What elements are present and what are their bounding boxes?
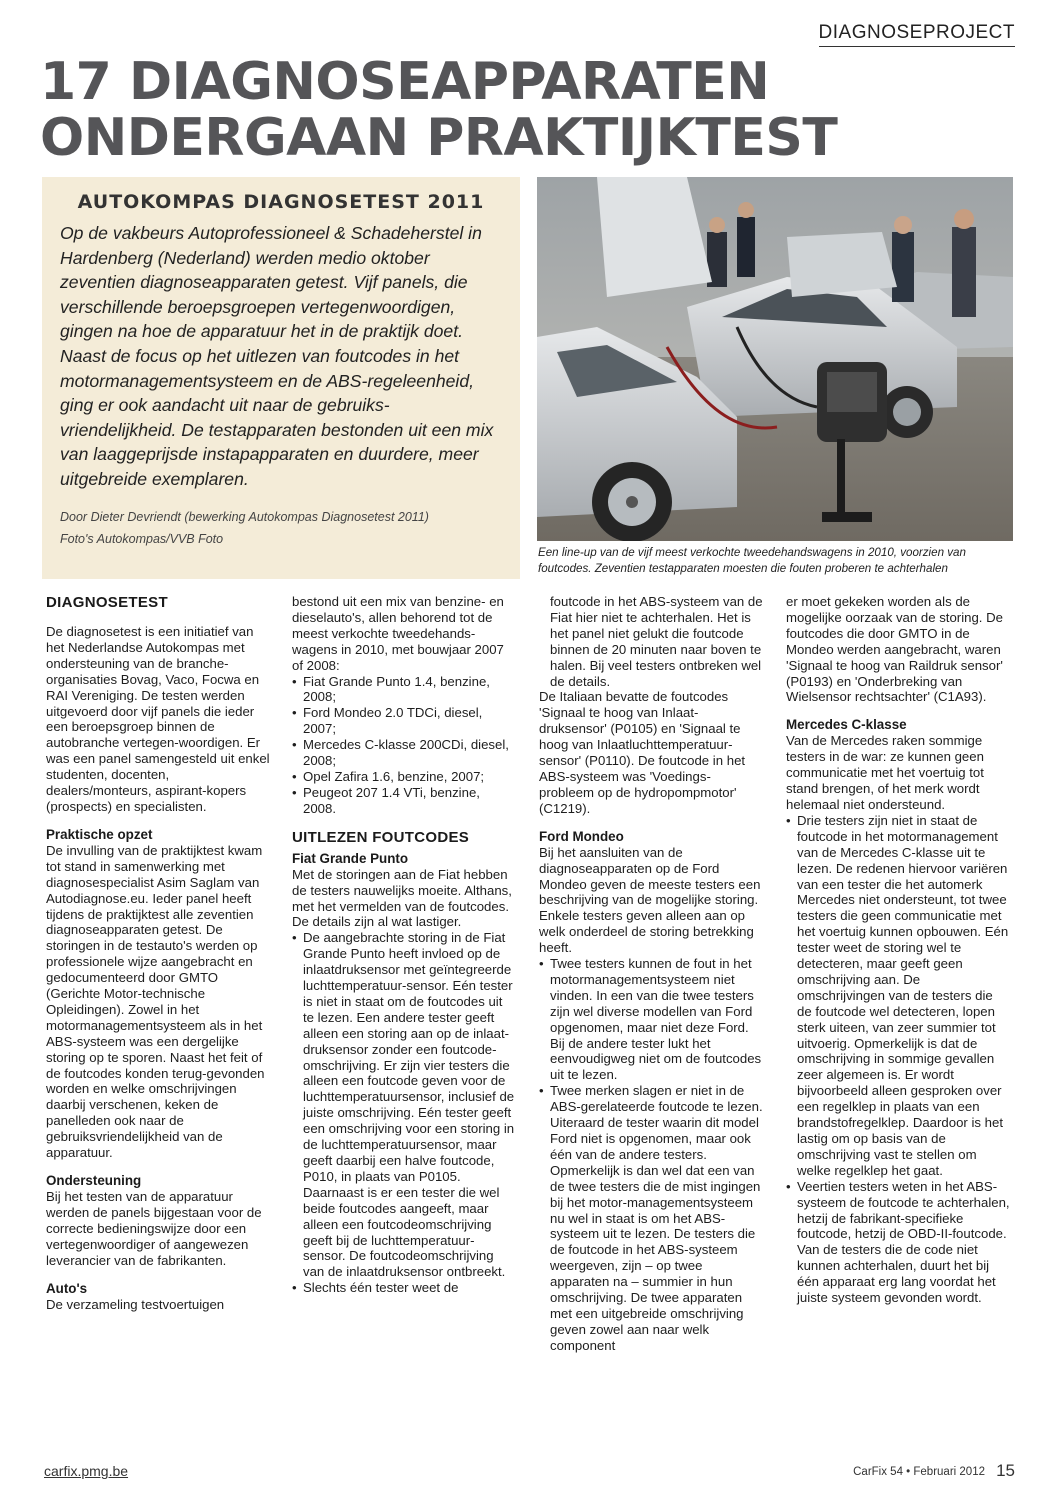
heading-autos: Auto's: [46, 1280, 88, 1296]
photo-credit: Foto's Autokompas/VVB Foto: [60, 531, 224, 546]
heading-diagnosetest: DIAGNOSETEST: [46, 594, 168, 611]
ford-bullets: [539, 956, 763, 1354]
paragraph: Met de storingen aan de Fiat hebben de testers nauwelijks moeite. Althans, met het vermelden van de foutcodes. De details zijn al wat lastiger.: [292, 866, 512, 930]
paragraph: Bij het testen van de apparatuur werden de panels bijgestaan voor de correcte bedieningswijze door een vertegenwoordiger of aangewezen leverancier van de fabrikanten.: [46, 1189, 262, 1268]
intro-text: Op de vakbeurs Autoprofessioneel & Schadeherstel in Hardenberg (Nederland) werden medio oktober zeventien diagnoseapparaten getest. Vijf panels, die verschillende beroepsgroepen vertegenwoordigen, gingen na hoe de apparatuur het in de praktijk doet. Naast de focus op het uitlezen van foutcodes in het motormanagementsysteem en de ABS-regeleenheid, ging er ook aandacht uit naar de gebruiks-vriendelijkheid. De testapparaten bestonden uit een mix van laaggeprijsde instapapparaten en duurdere, meer uitgebreide exemplaren.: [60, 223, 494, 489]
mercedes-bullets: [786, 813, 1010, 1306]
website-link[interactable]: carfix.pmg.be: [44, 1463, 129, 1479]
paragraph: De diagnosetest is een initiatief van het Nederlandse Autokompas met ondersteuning van de branche-organisaties Bovag, Vaco, Focwa en RAI Vereniging. De testen werden uitgevoerd door vijf panels die ieder een beroepsgroep binnen de autobranche vertegen-woordigen. Er was een panel samengesteld uit enkel studenten, docenten, dealers/monteurs, aspirant-kopers (prospects) en specialisten.: [46, 624, 270, 814]
list-item: • Fiat Grande Punto 1.4, benzine, 2008;: [292, 674, 516, 706]
list-item: • Opel Zafira 1.6, benzine, 2007;: [292, 769, 516, 785]
heading-uitlezen-foutcodes: UITLEZEN FOUTCODES: [292, 828, 470, 846]
column-3: [539, 594, 763, 1354]
title-line-1: 17 DIAGNOSEAPPARATEN: [40, 52, 770, 112]
heading-fiat: Fiat Grande Punto: [292, 850, 409, 866]
paragraph: bestond uit een mix van benzine- en dieselauto's, allen behorend tot de meest verkochte tweedehands-wagens in 2010, met bouwjaar 2007 of 2008:: [292, 594, 504, 673]
paragraph: De verzameling testvoertuigen: [46, 1296, 225, 1312]
paragraph: Van de Mercedes raken sommige testers in de war: ze kunnen geen communicatie met het voertuig tot stand brengen, of het merk wordt helemaal niet ondersteund.: [786, 733, 984, 812]
heading-ford: Ford Mondeo: [539, 828, 624, 844]
column-2: [292, 594, 516, 1296]
intro-box: [42, 177, 520, 579]
list-item: • Slechts één tester weet de: [292, 1280, 516, 1296]
list-item: • Twee testers kunnen de fout in het motormanagementsysteem niet vinden. In een van die twee testers zijn wel diverse modellen van Ford opgenomen, maar niet deze Ford. Bij de andere tester lukt het eenvoudigweg niet om de foutcodes uit te lezen.: [539, 956, 763, 1083]
column-1: [46, 594, 270, 1312]
list-item: • Twee merken slagen er niet in de ABS-gerelateerde foutcode te lezen. Uiteraard de tester waarin dit model Ford niet is opgenomen, maar ook één van de andere testers. Opmerkelijk is dan wel dat een van de twee testers die de mist ingingen bij het motor-managementsysteem nu wel in staat is om het ABS-systeem uit te lezen. De testers die de foutcode in het ABS-systeem weergeven, zijn – op twee apparaten na – summier in hun omschrijving. De twee apparaten met een uitgebreide omschrijving geven zowel aan naar welk component: [539, 1083, 763, 1353]
car-lineup-photo: [537, 177, 1013, 541]
heading-ondersteuning: Ondersteuning: [46, 1173, 142, 1188]
paragraph: foutcode in het ABS-systeem van de Fiat hier niet te achterhalen. Het is het panel niet gelukt die foutcode binnen de 20 minuten naar boven te halen. Bij veel testers ontbreken wel de details.: [550, 594, 763, 689]
column-4: [786, 594, 1010, 1306]
heading-praktische-opzet: Praktische opzet: [46, 826, 153, 842]
list-item: • Mercedes C-klasse 200CDi, diesel, 2008;: [292, 737, 516, 769]
paragraph: De invulling van de praktijktest kwam tot stand in samenwerking met diagnosespecialist Asim Saglam van Autodiagnose.eu. Ieder panel heeft tijdens de praktijktest alle zeventien diagnoseapparaten getest. De storingen in de testauto's werden op professionele wijze aangebracht en gedocumenteerd door GMTO (Gerichte Motor-technische Opleidingen). Zowel in het motormanagementsysteem als in het ABS-systeem was een dergelijke storing op te sporen. Naast het feit of de foutcodes konden terug-gevonden worden en welke omschrijvingen daarbij verschenen, keken de panelleden ook naar de gebruiksvriendelijkheid van de apparatuur.: [46, 842, 265, 1161]
issue-info: CarFix 54 • Februari 2012: [853, 1466, 985, 1478]
list-item: • Ford Mondeo 2.0 TDCi, diesel, 2007;: [292, 705, 516, 737]
list-item: • Veertien testers weten in het ABS-systeem de foutcode te achterhalen, hetzij de fabrikant-specifieke foutcode, hetzij de OBD-II-foutcode. Van de testers die de code niet kunnen achterhalen, duurt het bij één apparaat erg lang voordat het juiste systeem gevonden wordt.: [786, 1179, 1010, 1306]
heading-mercedes: Mercedes C-klasse: [786, 717, 907, 733]
car-list: [292, 674, 516, 817]
section-tag: DIAGNOSEPROJECT: [819, 22, 1015, 47]
paragraph: De Italiaan bevatte de foutcodes 'Signaal te hoog van Inlaat-druksensor' (P0105) en 'Signaal te hoog van Inlaatluchttemperatuur-sensor' (P0110). De foutcode in het ABS-systeem was 'Voedings-probleem op de hydropompmotor' (C1219).: [539, 689, 746, 816]
intro-title: AUTOKOMPAS DIAGNOSETEST 2011: [77, 191, 485, 213]
page-title: [40, 54, 1020, 166]
title-line-2: ONDERGAAN PRAKTIJKTEST: [40, 108, 838, 168]
list-item: • De aangebrachte storing in de Fiat Grande Punto heeft invloed op de inlaatdruksensor met geïntegreerde luchttemperatuur-sensor. Eén tester is niet in staat om de foutcodes uit te lezen. Een andere tester geeft alleen een storing aan op de inlaat-druksensor zonder een foutcode-omschrijving. Er zijn vier testers die alleen een foutcode geven voor de luchttemperatuursensor, inclusief de juiste omschrijving. Eén tester geeft een omschrijving voor een storing in de luchttemperatuursensor, maar geeft daarbij een halve foutcode, P010, in plaats van P0105. Daarnaast is er een tester die wel beide foutcodes aangeeft, maar alleen een foutcodeomschrijving geeft bij de luchttemperatuur-sensor. De foutcodeomschrijving van de inlaatdruksensor ontbreekt.: [292, 930, 516, 1280]
photo-caption: Een line-up van de vijf meest verkochte tweedehandswagens in 2010, voorzien van foutcodes. Zeventien testapparaten moesten die fouten proberen te achterhalen: [538, 546, 966, 575]
paragraph: Bij het aansluiten van de diagnoseapparaten op de Ford Mondeo geven de meeste testers een beschrijving van de mogelijke storing. Enkele testers geven alleen aan op welk onderdeel de storing betrekking heeft.: [539, 844, 761, 956]
list-item: • Drie testers zijn niet in staat de foutcode in het motormanagement van de Mercedes C-klasse uit te lezen. De redenen hiervoor variëren van een tester die het automerk Mercedes niet ondersteunt, tot twee testers die geen communicatie met het voertuig kunnen opbouwen. Eén tester weet de storing wel te detecteren, maar geeft geen omschrijving aan. De omschrijvingen van de testers die de foutcode wel detecteren, lopen sterk uiteen, van zeer summier tot uitvoerig. Opmerkelijk is dat de omschrijving in sommige gevallen zeer algemeen is. Er wordt bijvoorbeeld alleen gesproken over een regelklep in plaats van een brandstofregelklep. Daardoor is het lastig om op basis van de omschrijving vast te stellen om welke regelklep het gaat.: [786, 813, 1010, 1179]
list-item: • Peugeot 207 1.4 VTi, benzine, 2008.: [292, 785, 516, 817]
author-credit: Door Dieter Devriendt (bewerking Autokompas Diagnosetest 2011): [60, 509, 429, 524]
fiat-bullets: [292, 930, 516, 1296]
paragraph: er moet gekeken worden als de mogelijke oorzaak van de storing. De foutcodes die door GMTO in de Mondeo werden aangebracht, waren 'Signaal te hoog van Raildruk sensor' (P0193) en 'Onderbreking van Wielsensor rechtsachter' (C1A93).: [786, 594, 1003, 705]
page-number: 15: [996, 1461, 1015, 1480]
